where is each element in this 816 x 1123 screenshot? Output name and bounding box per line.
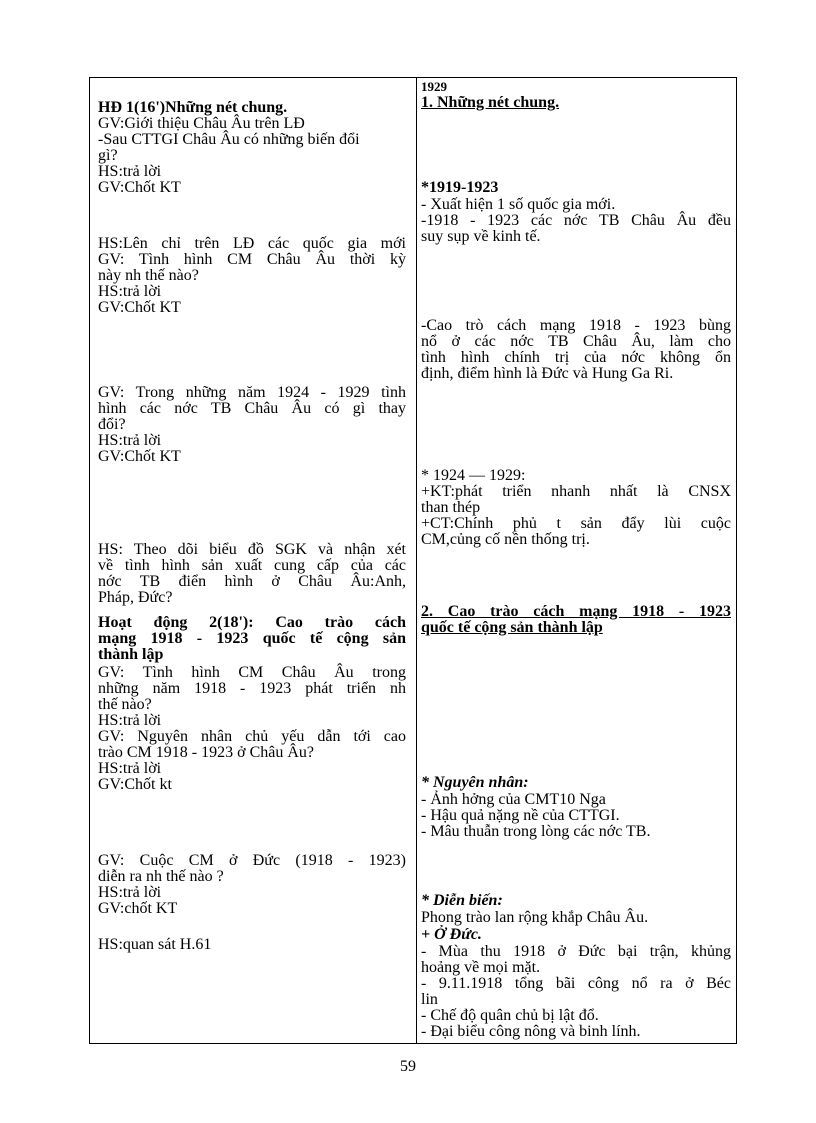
activity-1-heading: HĐ 1(16')Những nét chung. — [98, 99, 288, 116]
text-line: -Sau CTTGI Châu Âu có những biến đổi — [98, 131, 360, 148]
germany-heading: + Ở Đức. — [421, 926, 482, 943]
page-number: 59 — [400, 1058, 416, 1075]
text-line: HS:Lên chỉ trên LĐ các quốc gia mới — [98, 235, 406, 252]
text-block — [421, 468, 731, 548]
text-line: - Ảnh hởng của CMT10 Nga — [421, 791, 606, 808]
text-line: +CT:Chính phủ t sản đẩy lùi cuộc — [421, 515, 731, 532]
text-block — [421, 197, 731, 245]
heading-line: Hoạt động 2(18'): Cao trào cách — [98, 614, 406, 631]
text-line: GV:Chốt KT — [98, 448, 181, 465]
text-line: GV: Nguyên nhân chủ yếu dẫn tới cao — [98, 728, 406, 745]
text-line: HS:trả lời — [98, 884, 162, 901]
section-1-heading: 1. Những nét chung. — [421, 94, 560, 111]
events-heading: * Diễn biến: — [421, 892, 503, 909]
text-line: GV: Trong những năm 1924 - 1929 tình — [98, 384, 406, 401]
text-line: nớc TB điển hình ở Châu Âu:Anh, — [98, 573, 406, 590]
year-label: 1929 — [421, 79, 447, 94]
text-line: HS: Theo dõi biểu đồ SGK và nhận xét — [98, 541, 406, 558]
text-line: - Đại biểu công nông và binh lính. — [421, 1023, 641, 1040]
text-line: * 1924 — 1929: — [421, 467, 526, 484]
text-line: đổi? — [98, 416, 126, 433]
text-line: - Mâu thuẫn trong lòng các nớc TB. — [421, 823, 651, 840]
text-line: Phong trào lan rộng khắp Châu Âu. — [421, 909, 649, 926]
text-line: gì? — [98, 147, 118, 164]
text-block — [421, 792, 731, 840]
text-line: thế nào? — [98, 696, 152, 713]
causes-heading: * Nguyên nhân: — [421, 774, 529, 791]
text-line: GV: Cuộc CM ở Đức (1918 - 1923) — [98, 852, 406, 869]
column-divider — [416, 78, 417, 1043]
text-line: - Xuất hiện 1 số quốc gia mới. — [421, 196, 616, 213]
lesson-table — [89, 77, 737, 1044]
text-line: -1918 - 1923 các nớc TB Châu Âu đều — [421, 212, 731, 229]
text-line: tình hình chính trị của nớc không ổn — [421, 349, 731, 366]
text-line: suy sụp về kinh tế. — [421, 228, 541, 245]
text-line: - Mùa thu 1918 ở Đức bại trận, khủng — [421, 943, 731, 960]
text-line: HS:trả lời — [98, 163, 162, 180]
heading-line: 2. Cao trào cách mạng 1918 - 1923 — [421, 603, 731, 620]
text-line: nổ ở các nớc TB Châu Âu, làm cho — [421, 333, 731, 350]
text-line: trào CM 1918 - 1923 ở Châu Âu? — [98, 744, 314, 761]
text-line: GV:Giới thiệu Châu Âu trên LĐ — [98, 115, 305, 132]
text-block — [98, 665, 406, 793]
heading-line: quốc tế cộng sản thành lập — [421, 619, 603, 636]
text-line: GV:chốt KT — [98, 900, 178, 917]
text-block — [421, 944, 731, 1040]
text-line: về tình hình sản xuất cung cấp của các — [98, 557, 406, 574]
text-line: - 9.11.1918 tổng bãi công nổ ra ở Béc — [421, 975, 731, 992]
text-line: HS:trả lời — [98, 432, 162, 449]
text-line: hoảng về mọi mặt. — [421, 959, 541, 976]
text-block — [98, 385, 406, 465]
text-line: - Hậu quả nặng nề của CTTGI. — [421, 807, 620, 824]
text-line: Pháp, Đức? — [98, 589, 173, 606]
text-block — [421, 318, 731, 382]
text-line: GV:Chốt KT — [98, 299, 181, 316]
text-line: những năm 1918 - 1923 phát triển nh — [98, 680, 406, 697]
text-line: than thép — [421, 499, 481, 516]
text-block — [98, 937, 406, 953]
text-line: GV:Chốt KT — [98, 179, 181, 196]
text-line: HS:trả lời — [98, 760, 162, 777]
text-line: CM,củng cố nền thống trị. — [421, 531, 590, 548]
section-2-heading — [421, 604, 731, 636]
text-block — [98, 236, 406, 316]
text-line: lin — [421, 991, 438, 1008]
text-line: GV:Chốt kt — [98, 776, 172, 793]
text-line: HS:trả lời — [98, 283, 162, 300]
text-line: GV: Tình hình CM Châu Âu thời kỳ — [98, 251, 406, 268]
text-line: -Cao trò cách mạng 1918 - 1923 bùng — [421, 317, 731, 334]
text-line: HS:quan sát H.61 — [98, 936, 212, 953]
text-line: định, điểm hình là Đức và Hung Ga Ri. — [421, 365, 674, 382]
heading-line: mạng 1918 - 1923 quốc tế cộng sản — [98, 630, 406, 647]
text-block — [98, 853, 406, 917]
text-line: HS:trả lời — [98, 712, 162, 729]
text-line: - Chế độ quân chủ bị lật đổ. — [421, 1007, 599, 1024]
text-line: +KT:phát triển nhanh nhất là CNSX — [421, 483, 731, 500]
text-line: diễn ra nh thế nào ? — [98, 868, 224, 885]
text-line: hình các nớc TB Châu Âu có gì thay — [98, 400, 406, 417]
activity-2-heading — [98, 615, 406, 663]
text-line: GV: Tình hình CM Châu Âu trong — [98, 664, 406, 681]
text-line: này nh thế nào? — [98, 267, 199, 284]
activity-1-block — [98, 100, 406, 196]
period-heading: *1919-1923 — [421, 179, 499, 196]
heading-line: thành lập — [98, 646, 164, 663]
text-block — [98, 542, 406, 606]
